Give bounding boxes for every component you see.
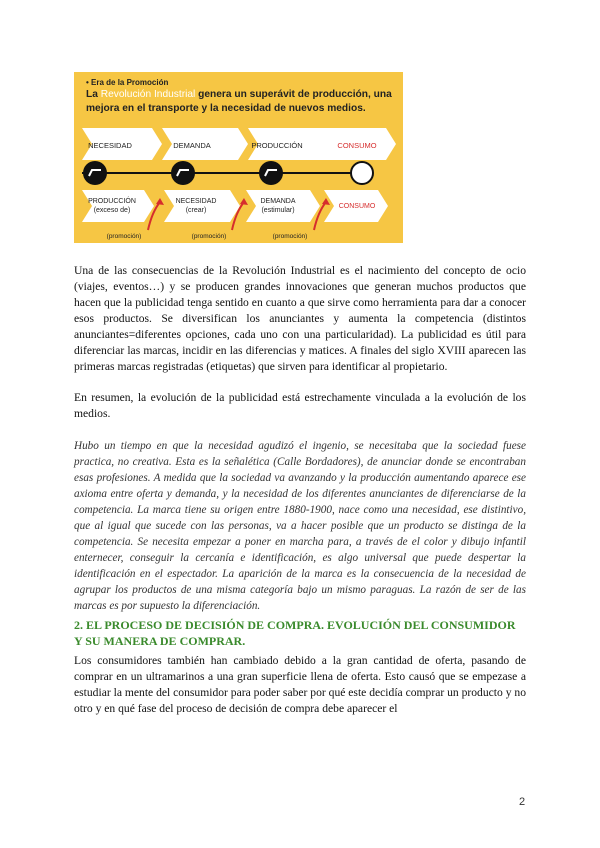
paragraph-ocio: Una de las consecuencias de la Revolución Industrial es el nacimiento del concepto de ocio (viajes, eventos…) y se producen grandes innovaciones que generan muchos productos que hacen que la publicidad tenga sentido en cuanto a que sirve como herramienta para dar a conocer esos productos. Se diversifican los anunciantes y aumenta la competencia (distintos anunciantes=diferentes opciones, cada uno con una particularidad). La publicidad es útil para diferenciar las marcas, incidir en las diferencias y matices. A finales del siglo XVIII aparecen las primeras marcas registradas (etiquetas) que sirven para identificar al propietario.: [74, 264, 526, 373]
timeline-dot-4: [351, 162, 373, 184]
bottom-label-3b: (estimular): [261, 207, 295, 214]
section-heading: 2. EL PROCESO DE DECISIÓN DE COMPRA. EVOLUCIÓN DEL CONSUMIDOR Y SU MANERA DE COMPRAR.: [74, 618, 516, 648]
paragraph-quote: Hubo un tiempo en que la necesidad agudizó el ingenio, se necesitaba que la sociedad fuese practica, no creativa. Esta es la señalética (Calle Bordadores), de anunciar donde se encontraban esas profesiones. A medida que la sociedad va avanzando y la producción aumentando aparece ese axioma entre oferta y demanda, y la necesidad de los diferentes anunciantes de diferenciarse de la competencia. La marca tiene su origen entre 1880-1900, nace como una necesidad, ese distintivo, que al igual que sucede con las personas, va a hacer posible que un producto se distinga de la competencia. Se necesita empezar a poner en marcha para, a través de el color y dibujo infantil enternecer, conseguir la cercanía e identificación, es algo universal que puede despertar la identificación en el espectador. La aparición de la marca es la consecuencia de la necesidad de agrupar los productos de una misma categoría bajo un mismo paraguas. La razón de ser de las marcas es por supuesto la diferenciación.: [74, 440, 526, 612]
paragraph-resumen: En resumen, la evolución de la publicidad está estrechamente vinculada a la evolución de los medios.: [74, 391, 526, 420]
bottom-label-1b: (exceso de): [93, 207, 131, 214]
bottom-arrow-1: [82, 190, 154, 222]
promo-label-3: (promoción): [272, 233, 308, 240]
top-label-2: DEMANDA: [173, 141, 211, 150]
figure-subtitle: La Revolución Industrial genera un superávit de producción, una mejora en el transporte y la necesidad de nuevos medios.: [86, 89, 392, 114]
highlight-text: Revolución Industrial: [100, 89, 196, 100]
bottom-label-2b: (crear): [185, 207, 207, 214]
top-label-3: PRODUCCIÓN: [251, 141, 303, 150]
bottom-label-4a: CONSUMO: [338, 203, 376, 210]
promotion-era-figure: [74, 72, 403, 243]
bottom-label-3a: DEMANDA: [260, 198, 296, 205]
bottom-arrow-2: [164, 190, 240, 222]
promo-label-1: (promoción): [106, 233, 142, 240]
timeline-dot-3: [259, 161, 283, 185]
timeline-dot-1: [83, 161, 107, 185]
top-label-1: NECESIDAD: [88, 141, 132, 150]
bottom-label-2a: NECESIDAD: [175, 198, 217, 205]
page-number: 2: [519, 796, 526, 808]
figure-title: • Era de la Promoción: [86, 78, 169, 87]
timeline-dot-2: [171, 161, 195, 185]
promo-label-2: (promoción): [191, 233, 227, 240]
bottom-arrow-3: [246, 190, 320, 222]
bottom-label-1a: PRODUCCIÓN: [88, 198, 136, 205]
paragraph-consumidores: Los consumidores también han cambiado debido a la gran cantidad de oferta, pasando de comprar en un ultramarinos a una gran superficie llena de oferta. Esto causó que se empezase a estudiar la mente del consumidor para poder saber por qué este decidía comprar un producto y no otro y en qué fase del proceso de decisión de compra debe aparecer el: [74, 654, 526, 715]
top-label-4: CONSUMO: [337, 141, 377, 150]
